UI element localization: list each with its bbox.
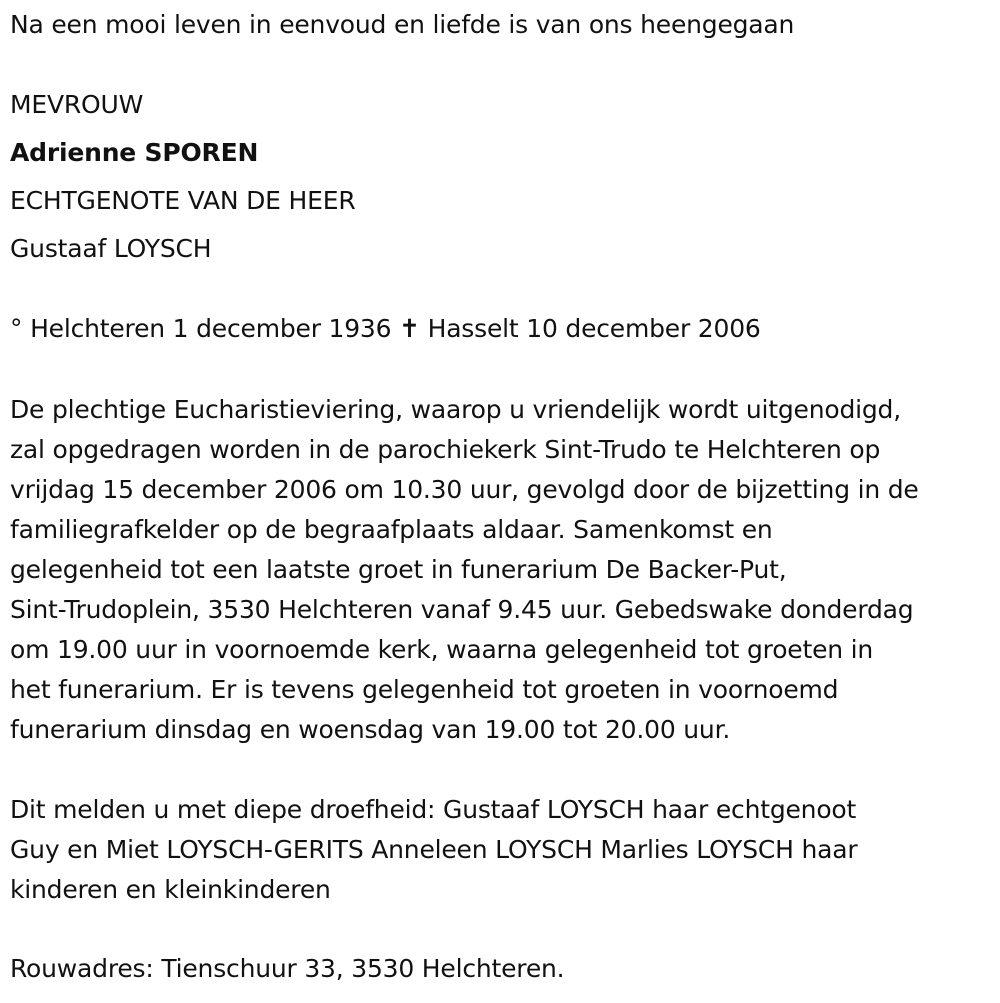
ceremony-line: De plechtige Eucharistieviering, waarop u vriendelijk wordt uitgenodigd, [10, 395, 901, 424]
family-line: Dit melden u met diepe droefheid: Gustaaf LOYSCH haar echtgenoot [10, 795, 857, 824]
spouse-name: Gustaaf LOYSCH [10, 234, 212, 263]
ceremony-line: het funerarium. Er is tevens gelegenheid tot groeten in voornoemd [10, 675, 839, 704]
ceremony-line: zal opgedragen worden in de parochiekerk Sint-Trudo te Helchteren op [10, 435, 881, 464]
title-line: MEVROUW [10, 90, 144, 119]
mourning-address: Rouwadres: Tienschuur 33, 3530 Helchteren. [10, 954, 565, 983]
death-info: Hasselt 10 december 2006 [427, 314, 761, 343]
ceremony-line: Sint-Trudoplein, 3530 Helchteren vanaf 9.45 uur. Gebedswake donderdag [10, 595, 914, 624]
intro-line: Na een mooi leven in eenvoud en liefde is van ons heengegaan [10, 10, 795, 39]
cross-icon: ✝ [399, 314, 420, 343]
birth-info: Helchteren 1 december 1936 [30, 314, 392, 343]
family-paragraph [10, 790, 857, 910]
ceremony-line: vrijdag 15 december 2006 om 10.30 uur, gevolgd door de bijzetting in de [10, 475, 919, 504]
deceased-name: Adrienne SPOREN [10, 138, 259, 167]
birth-symbol: ° [10, 314, 23, 343]
relation-line: ECHTGENOTE VAN DE HEER [10, 186, 356, 215]
ceremony-line: familiegrafkelder op de begraafplaats aldaar. Samenkomst en [10, 515, 773, 544]
family-line: Guy en Miet LOYSCH-GERITS Anneleen LOYSCH Marlies LOYSCH haar [10, 835, 858, 864]
ceremony-line: om 19.00 uur in voornoemde kerk, waarna gelegenheid tot groeten in [10, 635, 874, 664]
ceremony-line: gelegenheid tot een laatste groet in funerarium De Backer-Put, [10, 555, 787, 584]
dates-line [10, 314, 761, 344]
ceremony-line: funerarium dinsdag en woensdag van 19.00 tot 20.00 uur. [10, 715, 731, 744]
ceremony-paragraph [10, 390, 919, 750]
family-line: kinderen en kleinkinderen [10, 875, 331, 904]
